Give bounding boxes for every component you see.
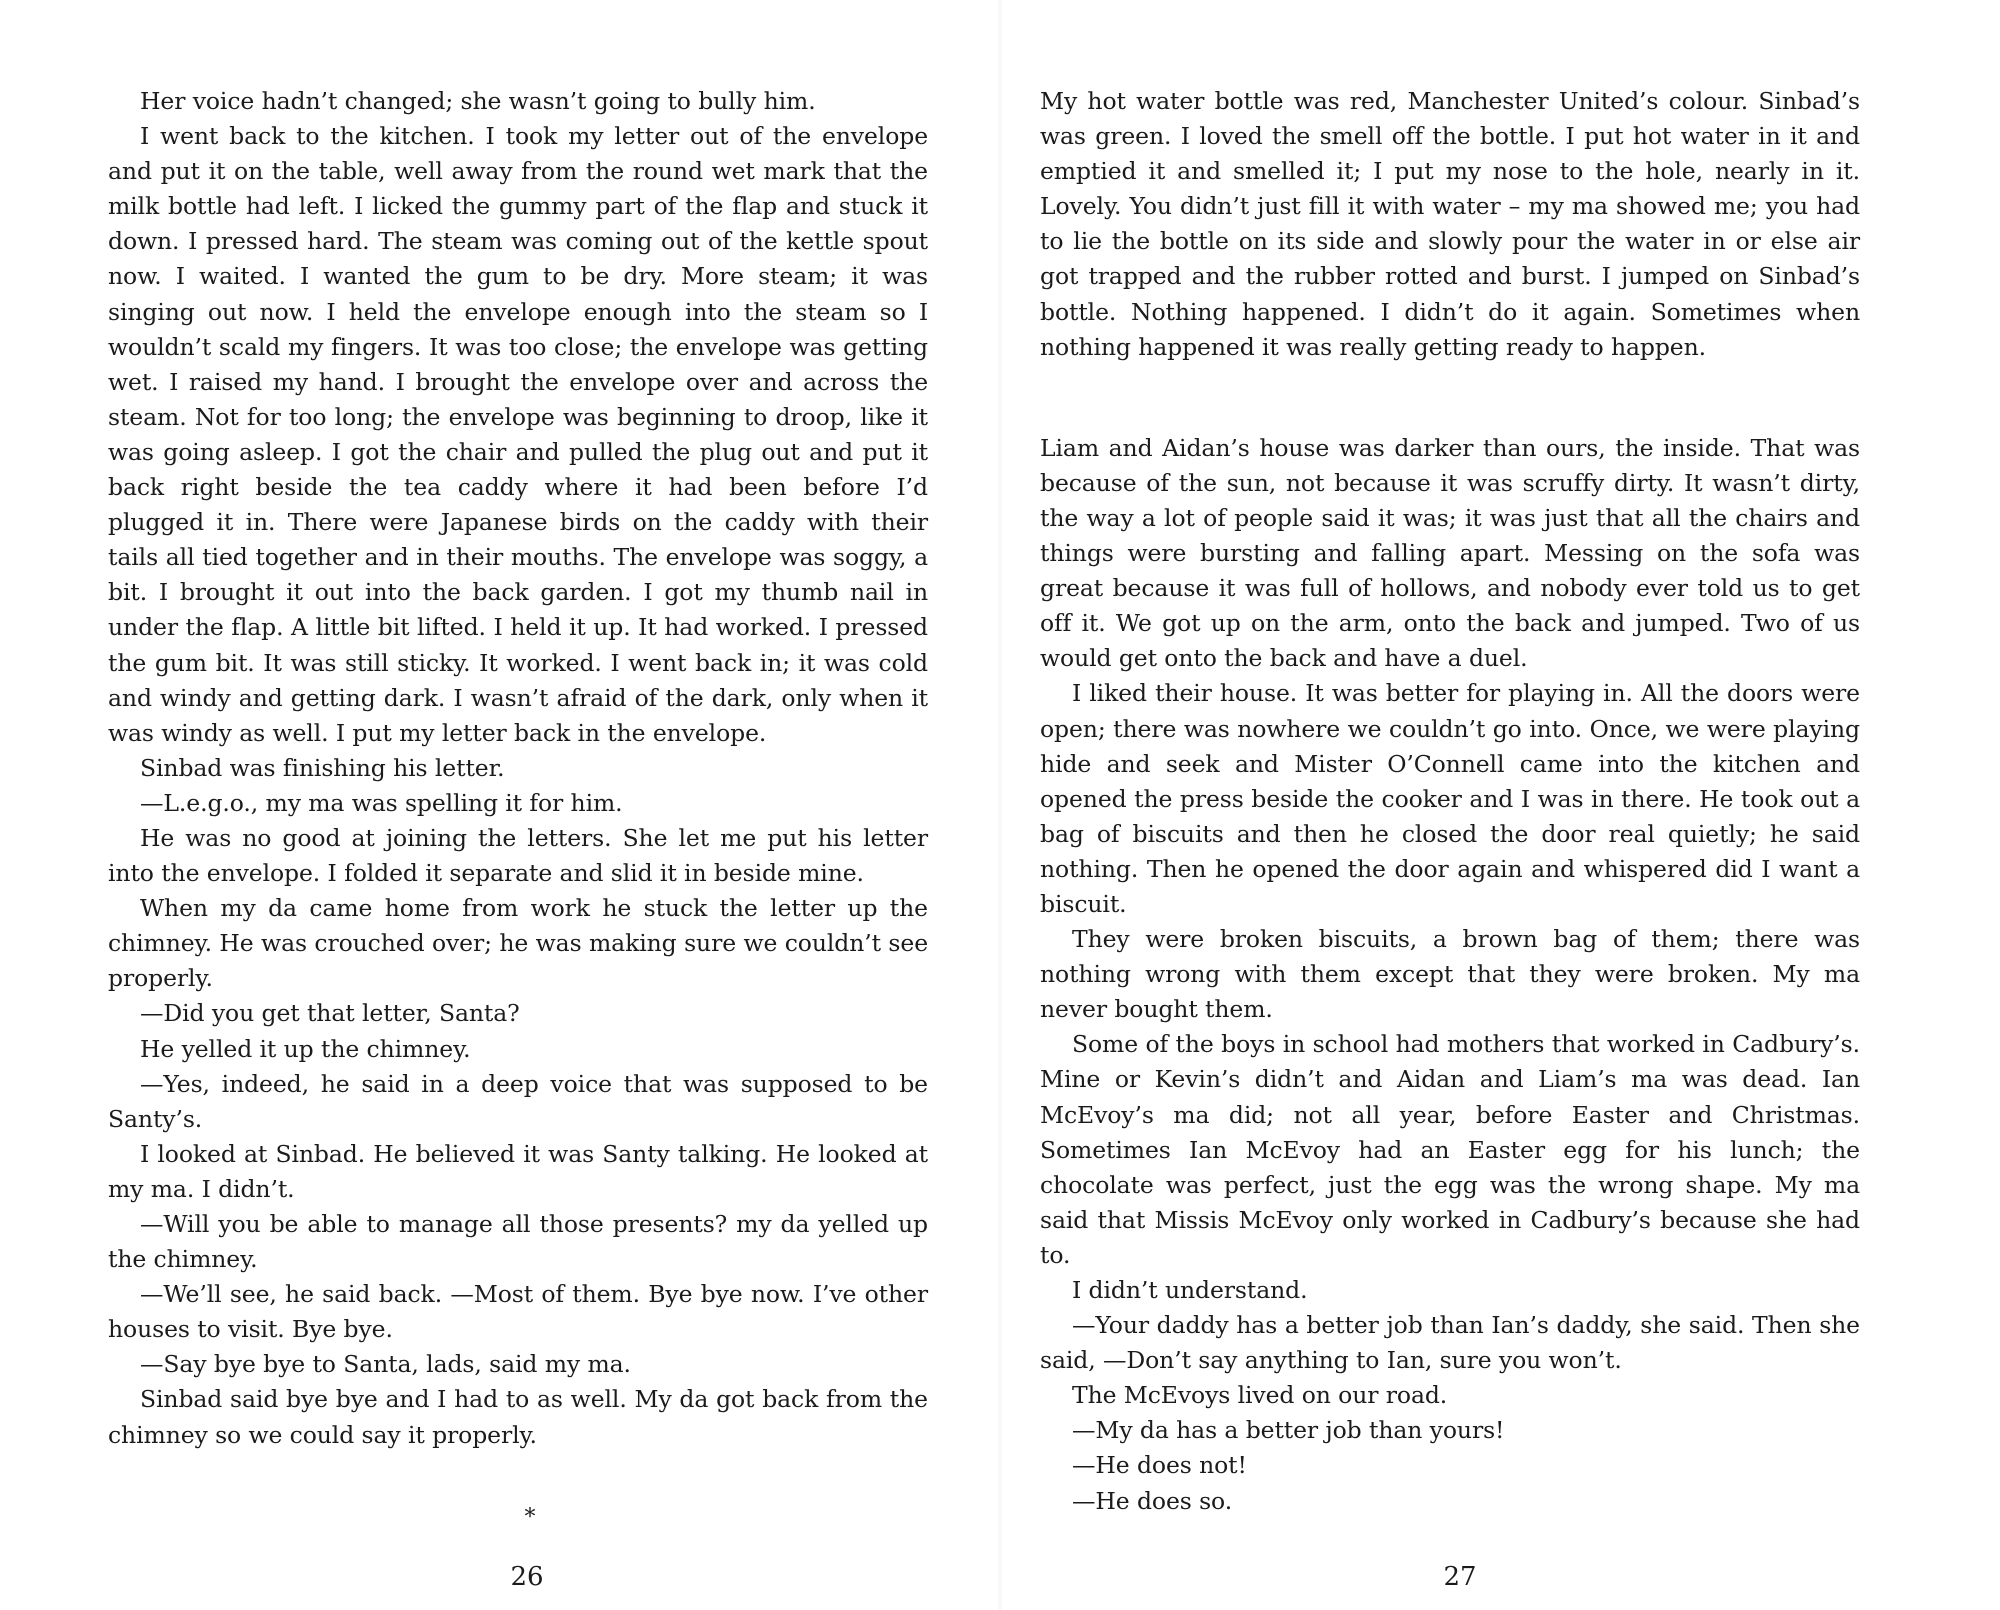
paragraph: —We’ll see, he said back. —Most of them. Bye bye now. I’ve other houses to visit. Bye bye. xyxy=(108,1280,928,1344)
page-number-right: 27 xyxy=(1443,1562,1477,1592)
gutter xyxy=(997,0,1003,1610)
paragraph: —He does so. xyxy=(1072,1486,1233,1515)
paragraph: —Did you get that letter, Santa? xyxy=(140,999,520,1028)
paragraph: —My da has a better job than yours! xyxy=(1072,1416,1505,1445)
paragraph: He yelled it up the chimney. xyxy=(140,1034,471,1063)
paragraph: I liked their house. It was better for playing in. All the doors were open; there was nowhere we couldn’t go into. Once, we were playing hide and seek and Mister O’Connell came into the kitchen and opened the press beside the cooker and I was in there. He took out a bag of biscuits and then he closed the door real quietly; he said nothing. Then he opened the door again and whispered did I want a biscuit. xyxy=(1040,679,1860,918)
right-page-body xyxy=(1040,84,1860,1519)
paragraph: Sinbad said bye bye and I had to as well. My da got back from the chimney so we could say it properly. xyxy=(108,1385,928,1449)
paragraph: Liam and Aidan’s house was darker than ours, the inside. That was because of the sun, not because it was scruffy dirty. It wasn’t dirty, the way a lot of people said it was; it was just that all the chairs and things were bursting and falling apart. Messing on the sofa was great because it was full of hollows, and nobody ever told us to get off it. We got up on the arm, onto the back and jumped. Two of us would get onto the back and have a duel. xyxy=(1040,433,1860,673)
paragraph: —Will you be able to manage all those presents? my da yelled up the chimney. xyxy=(108,1210,928,1274)
paragraph: He was no good at joining the letters. She let me put his letter into the envelope. I folded it separate and slid it in beside mine. xyxy=(108,823,928,888)
left-page-body xyxy=(108,84,928,1453)
paragraph: —Yes, indeed, he said in a deep voice that was supposed to be Santy’s. xyxy=(108,1069,928,1133)
paragraph: I didn’t understand. xyxy=(1072,1276,1308,1304)
paragraph: Sinbad was finishing his letter. xyxy=(140,753,505,782)
section-break-asterisk: * xyxy=(524,1505,536,1530)
paragraph: —L.e.g.o., my ma was spelling it for him. xyxy=(140,788,623,817)
paragraph: —Say bye bye to Santa, lads, said my ma. xyxy=(140,1350,631,1379)
paragraph: —Your daddy has a better job than Ian’s daddy, she said. Then she said, —Don’t say anything to Ian, sure you won’t. xyxy=(1040,1311,1860,1375)
paragraph: Her voice hadn’t changed; she wasn’t going to bully him. xyxy=(140,87,816,115)
paragraph: —He does not! xyxy=(1072,1451,1247,1480)
paragraph: Some of the boys in school had mothers that worked in Cadbury’s. Mine or Kevin’s didn’t and Aidan and Liam’s ma was dead. Ian McEvoy’s ma did; not all year, before Easter and Christmas. Sometimes Ian McEvoy had an Easter egg for his lunch; the chocolate was perfect, just the egg was the wrong shape. My ma said that Missis McEvoy only worked in Cadbury’s because she had to. xyxy=(1040,1030,1860,1269)
paragraph: My hot water bottle was red, Manchester United’s colour. Sinbad’s was green. I loved the smell off the bottle. I put hot water in it and emptied it and smelled it; I put my nose to the hole, nearly in it. Lovely. You didn’t just fill it with water – my ma showed me; you had to lie the bottle on its side and slowly pour the water in or else air got trapped and the rubber rotted and burst. I jumped on Sinbad’s bottle. Nothing happened. I didn’t do it again. Sometimes when nothing happened it was really getting ready to happen. xyxy=(1040,87,1860,361)
page-number-left: 26 xyxy=(510,1562,544,1592)
paragraph: When my da came home from work he stuck the letter up the chimney. He was crouched over; he was making sure we couldn’t see properly. xyxy=(108,894,928,993)
paragraph: I went back to the kitchen. I took my letter out of the envelope and put it on the table, well away from the round wet mark that the milk bottle had left. I licked the gummy part of the flap and stuck it down. I pressed hard. The steam was coming out of the kettle spout now. I waited. I wanted the gum to be dry. More steam; it was singing out now. I held the envelope enough into the steam so I wouldn’t scald my fingers. It was too close; the envelope was getting wet. I raised my hand. I brought the envelope over and across the steam. Not for too long; the envelope was beginning to droop, like it was going asleep. I got the chair and pulled the plug out and put it back right beside the tea caddy where it had been before I’d plugged it in. There were Japanese birds on the caddy with their tails all tied together and in their mouths. The envelope was soggy, a bit. I brought it out into the back garden. I got my thumb nail in under the flap. A little bit lifted. I held it up. It had worked. I pressed the gum bit. It was still sticky. It worked. I went back in; it was cold and windy and getting dark. I wasn’t afraid of the dark, only when it was windy as well. I put my letter back in the envelope. xyxy=(108,122,928,747)
paragraph: I looked at Sinbad. He believed it was Santy talking. He looked at my ma. I didn’t. xyxy=(108,1139,928,1203)
paragraph: The McEvoys lived on our road. xyxy=(1072,1381,1448,1410)
paragraph: They were broken biscuits, a brown bag of them; there was nothing wrong with them except that they were broken. My ma never bought them. xyxy=(1040,925,1860,1024)
